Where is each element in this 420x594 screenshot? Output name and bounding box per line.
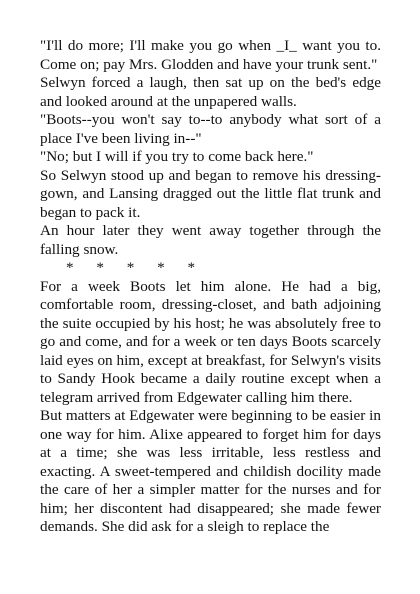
section-separator: * * * * *	[66, 259, 196, 276]
paragraph: "No; but I will if you try to come back here."	[40, 148, 314, 165]
book-page	[40, 37, 381, 537]
paragraph: So Selwyn stood up and began to remove his dressing-gown, and Lansing dragged out the little flat trunk and began to pack it.	[40, 166, 381, 221]
paragraph: For a week Boots let him alone. He had a big, comfortable room, dressing-closet, and bath adjoining the suite occupied by his host; he was absolutely free to go and come, and for a week or ten days Boots scarcely laid eyes on him, except at breakfast, for Selwyn's visits to Sandy Hook became a daily routine except when a telegram arrived from Edgewater calling him there.	[40, 277, 381, 406]
paragraph: But matters at Edgewater were beginning to be easier in one way for him. Alixe appeared to forget him for days at a time; she was less irritable, less restless and exacting. A sweet-tempered and childish docility made the care of her a simpler matter for the nurses and for him; her discontent had disappeared; she made fewer demands. She did ask for a sleigh to replace the	[40, 407, 381, 535]
paragraph: Selwyn forced a laugh, then sat up on the bed's edge and looked around at the unpapered walls.	[40, 74, 381, 110]
paragraph: "I'll do more; I'll make you go when _I_ want you to. Come on; pay Mrs. Glodden and have your trunk sent."	[40, 37, 381, 73]
paragraph: "Boots--you won't say to--to anybody what sort of a place I've been living in--"	[40, 111, 381, 147]
paragraph: An hour later they went away together through the falling snow.	[40, 222, 381, 258]
